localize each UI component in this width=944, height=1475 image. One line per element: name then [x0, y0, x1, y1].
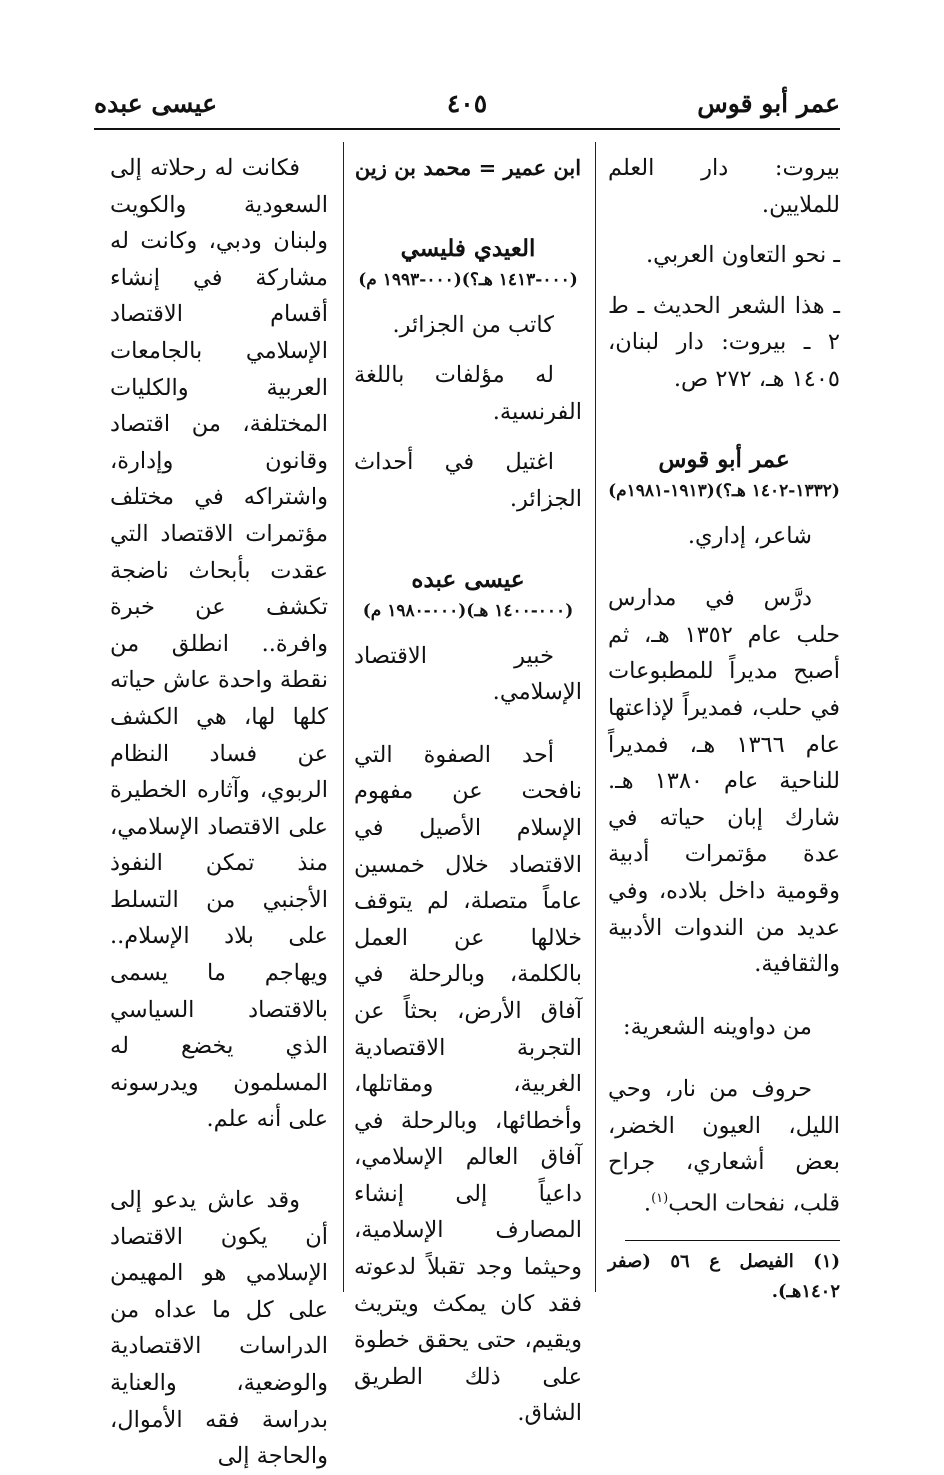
- entry-occupation: شاعر، إداري.: [687, 522, 812, 549]
- works-end: .: [643, 1190, 652, 1217]
- text-line: ـ هذا الشعر الحديث ـ ط ٢ ـ بيروت: دار لبنان، ١٤٠٥ هـ، ٢٧٢ ص.: [608, 292, 840, 392]
- entry-dates: (٠٠٠-١٤٠٠ هـ)(٠٠٠-١٩٨٠ م): [362, 600, 574, 621]
- header-entry-last: عيسى عبده: [94, 89, 217, 118]
- cross-reference: ابن عمير = محمد بن زين: [354, 155, 582, 180]
- entry-dates: (٠٠٠-١٤١٣ هـ؟)(٠٠٠-١٩٩٣ م): [358, 269, 578, 290]
- footnote-mark: (١): [651, 1191, 669, 1207]
- footnote-rule: [625, 1240, 840, 1241]
- running-header: [94, 84, 840, 128]
- column-left: [110, 150, 328, 1475]
- column-divider: [595, 142, 596, 1292]
- entry-paragraph: اغتيل في أحداث الجزائر.: [354, 449, 582, 512]
- column-middle: [354, 150, 582, 1432]
- column-divider: [343, 142, 344, 1292]
- text-line: بيروت: دار العلم للملايين.: [608, 155, 840, 218]
- header-entry-first: عمر أبو قوس: [697, 89, 840, 118]
- entry-title: عيسى عبده: [411, 565, 525, 593]
- works-text: حروف من نار، وحي الليل، العيون الخضر، بعض أشعاري، جراح قلب، نفحات الحب: [608, 1076, 840, 1217]
- entry-paragraph: خبير الاقتصاد الإسلامي.: [354, 642, 582, 706]
- entry-title: عمر أبو قوس: [658, 445, 790, 473]
- text-line: ـ نحو التعاون العربي.: [646, 242, 840, 269]
- header-rule: [94, 128, 840, 130]
- entry-bio: درَّس في مدارس حلب عام ١٣٥٢ هـ، ثم أصبح مديراً للمطبوعات في حلب، فمديراً لإذاعتها عام ١٣٦٦ هـ، فمديراً للناحية عام ١٣٨٠ هـ. شارك إبان حياته في عدة مؤتمرات أدبية وقومية داخل بلاده، وفي عديد من الندوات الأدبية والثقافية.: [608, 585, 841, 978]
- entry-paragraph: فكانت له رحلاته إلى السعودية والكويت ولبنان ودبي، وكانت له مشاركة في إنشاء أقسام الاقتصاد الإسلامي بالجامعات العربية والكليات المختلفة، من اقتصاد وقانون وإدارة، واشتراكه في مختلف مؤتمرات الاقتصاد التي عقدت بأبحاث ناضجة تكشف عن خبرة وافرة.. انطلق من نقطة واحدة عاش حياته كلها لها، هي الكشف عن فساد النظام الربوي، وآثاره الخطيرة على الاقتصاد الإسلامي، منذ تمكن النفوذ الأجنبي من التسلط على بلاد الإسلام.. ويهاجم ما يسمى بالاقتصاد السياسي الذي يخضع له المسلمون ويدرسونه على أنه علم.: [110, 155, 328, 1133]
- page-number: ٤٠٥: [446, 89, 488, 118]
- entry-paragraph: وقد عاش يدعو إلى أن يكون الاقتصاد الإسلامي هو المهيمن على كل ما عداه من الدراسات الاقتصادية والوضعية، والعناية بدراسة فقه الأموال، والحاجة إلى: [110, 1187, 328, 1470]
- entry-paragraph: كاتب من الجزائر.: [392, 311, 554, 338]
- works-intro: من دواوينه الشعرية:: [623, 1013, 812, 1040]
- works-list: [608, 1071, 840, 1222]
- entry-paragraph: له مؤلفات باللغة الفرنسية.: [354, 362, 582, 425]
- entry-dates: (١٣٣٢-١٤٠٢ هـ؟)(١٩١٣-١٩٨١م): [608, 480, 840, 501]
- entry-paragraph: أحد الصفوة التي نافحت عن مفهوم الإسلام الأصيل في الاقتصاد خلال خمسين عاماً متصلة، لم يتوقف خلالها عن العمل بالكلمة، وبالرحلة في آفاق الأرض، بحثاً عن التجربة الاقتصادية الغربية، ومقاتلها، وأخطائها، وبالرحلة في آفاق العالم الإسلامي، داعياً إلى إنشاء المصارف الإسلامية، وحيثما وجد تقبلاً لدعوته فقد كان يمكث ويتريث ويقيم، حتى يحقق خطوة على ذلك الطريق الشاق.: [354, 741, 582, 1427]
- entry-title: العيدي فليسي: [400, 234, 536, 262]
- column-right: [608, 150, 840, 1307]
- footnote: (١) الفيصل ع ٥٦ (صفر ١٤٠٢هـ).: [608, 1251, 840, 1303]
